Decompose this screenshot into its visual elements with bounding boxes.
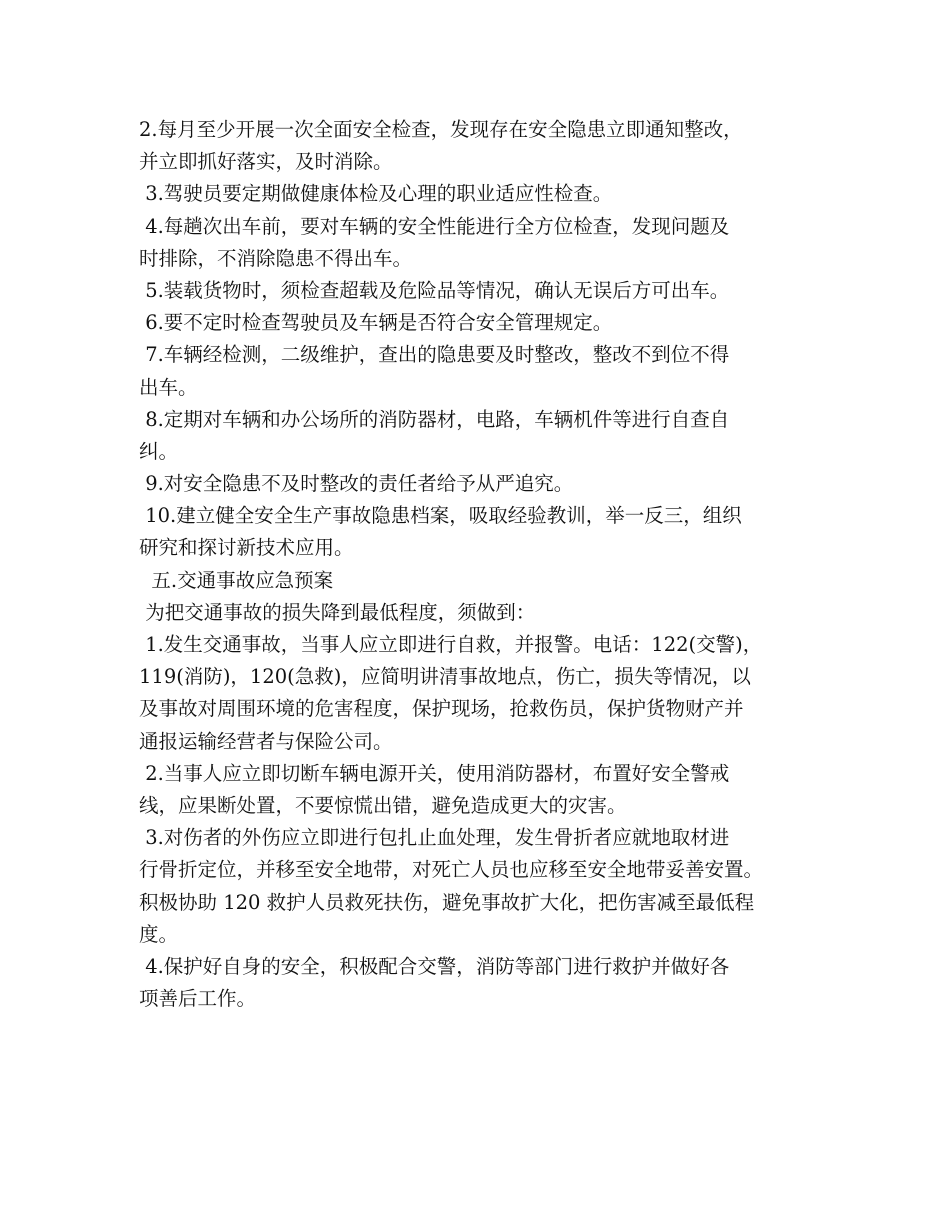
- text-line: 行骨折定位，并移至安全地带，对死亡人员也应移至安全地带妥善安置。: [139, 858, 764, 882]
- text-line: 2.每月至少开展一次全面安全检查，发现存在安全隐患立即通知整改，: [139, 118, 743, 141]
- text-line: 时排除，不消除隐患不得出车。: [139, 246, 413, 270]
- document-body: [139, 114, 829, 1015]
- text-line: 10.建立健全安全生产事故隐患档案，吸取经验教训，举一反三，组织: [139, 504, 742, 528]
- text-line: 7.车辆经检测，二级维护，查出的隐患要及时整改，整改不到位不得: [139, 343, 730, 367]
- section-heading: 五.交通事故应急预案: [139, 568, 334, 592]
- text-line: 1.发生交通事故，当事人应立即进行自救，并报警。电话：122(交警)，: [139, 633, 763, 656]
- text-line: 3.对伤者的外伤应立即进行包扎止血处理，发生骨折者应就地取材进: [139, 826, 730, 850]
- text-line: 4.保护好自身的安全，积极配合交警，消防等部门进行救护并做好各: [139, 954, 730, 978]
- text-line: 度。: [139, 922, 179, 946]
- text-line: 5.装载货物时，须检查超载及危险品等情况，确认无误后方可出车。: [139, 278, 730, 302]
- text-line: 积极协助 120 救护人员救死扶伤，避免事故扩大化，把伤害减至最低程: [139, 890, 755, 914]
- text-line: 2.当事人应立即切断车辆电源开关，使用消防器材，布置好安全警戒: [139, 761, 730, 785]
- text-line: 线，应果断处置，不要惊慌出错，避免造成更大的灾害。: [139, 793, 627, 817]
- text-line: 并立即抓好落实，及时消除。: [139, 150, 393, 174]
- text-line: 8.定期对车辆和办公场所的消防器材，电路，车辆机件等进行自查自: [139, 407, 730, 431]
- text-line: 4.每趟次出车前，要对车辆的安全性能进行全方位检查，发现问题及: [139, 214, 730, 238]
- text-line: 3.驾驶员要定期做健康体检及心理的职业适应性检查。: [139, 182, 613, 206]
- text-line: 通报运输经营者与保险公司。: [139, 729, 393, 753]
- text-line: 为把交通事故的损失降到最低程度，须做到：: [139, 600, 536, 624]
- text-line: 纠。: [139, 439, 179, 463]
- text-line: 及事故对周围环境的危害程度，保护现场，抢救伤员，保护货物财产并: [139, 697, 744, 721]
- text-line: 出车。: [139, 375, 198, 399]
- text-line: 119(消防)，120(急救)，应简明讲清事故地点，伤亡，损失等情况，以: [139, 665, 751, 689]
- text-line: 9.对安全隐患不及时整改的责任者给予从严追究。: [139, 472, 574, 496]
- text-line: 项善后工作。: [139, 987, 257, 1011]
- text-line: 6.要不定时检查驾驶员及车辆是否符合安全管理规定。: [139, 311, 613, 335]
- text-line: 研究和探讨新技术应用。: [139, 536, 354, 560]
